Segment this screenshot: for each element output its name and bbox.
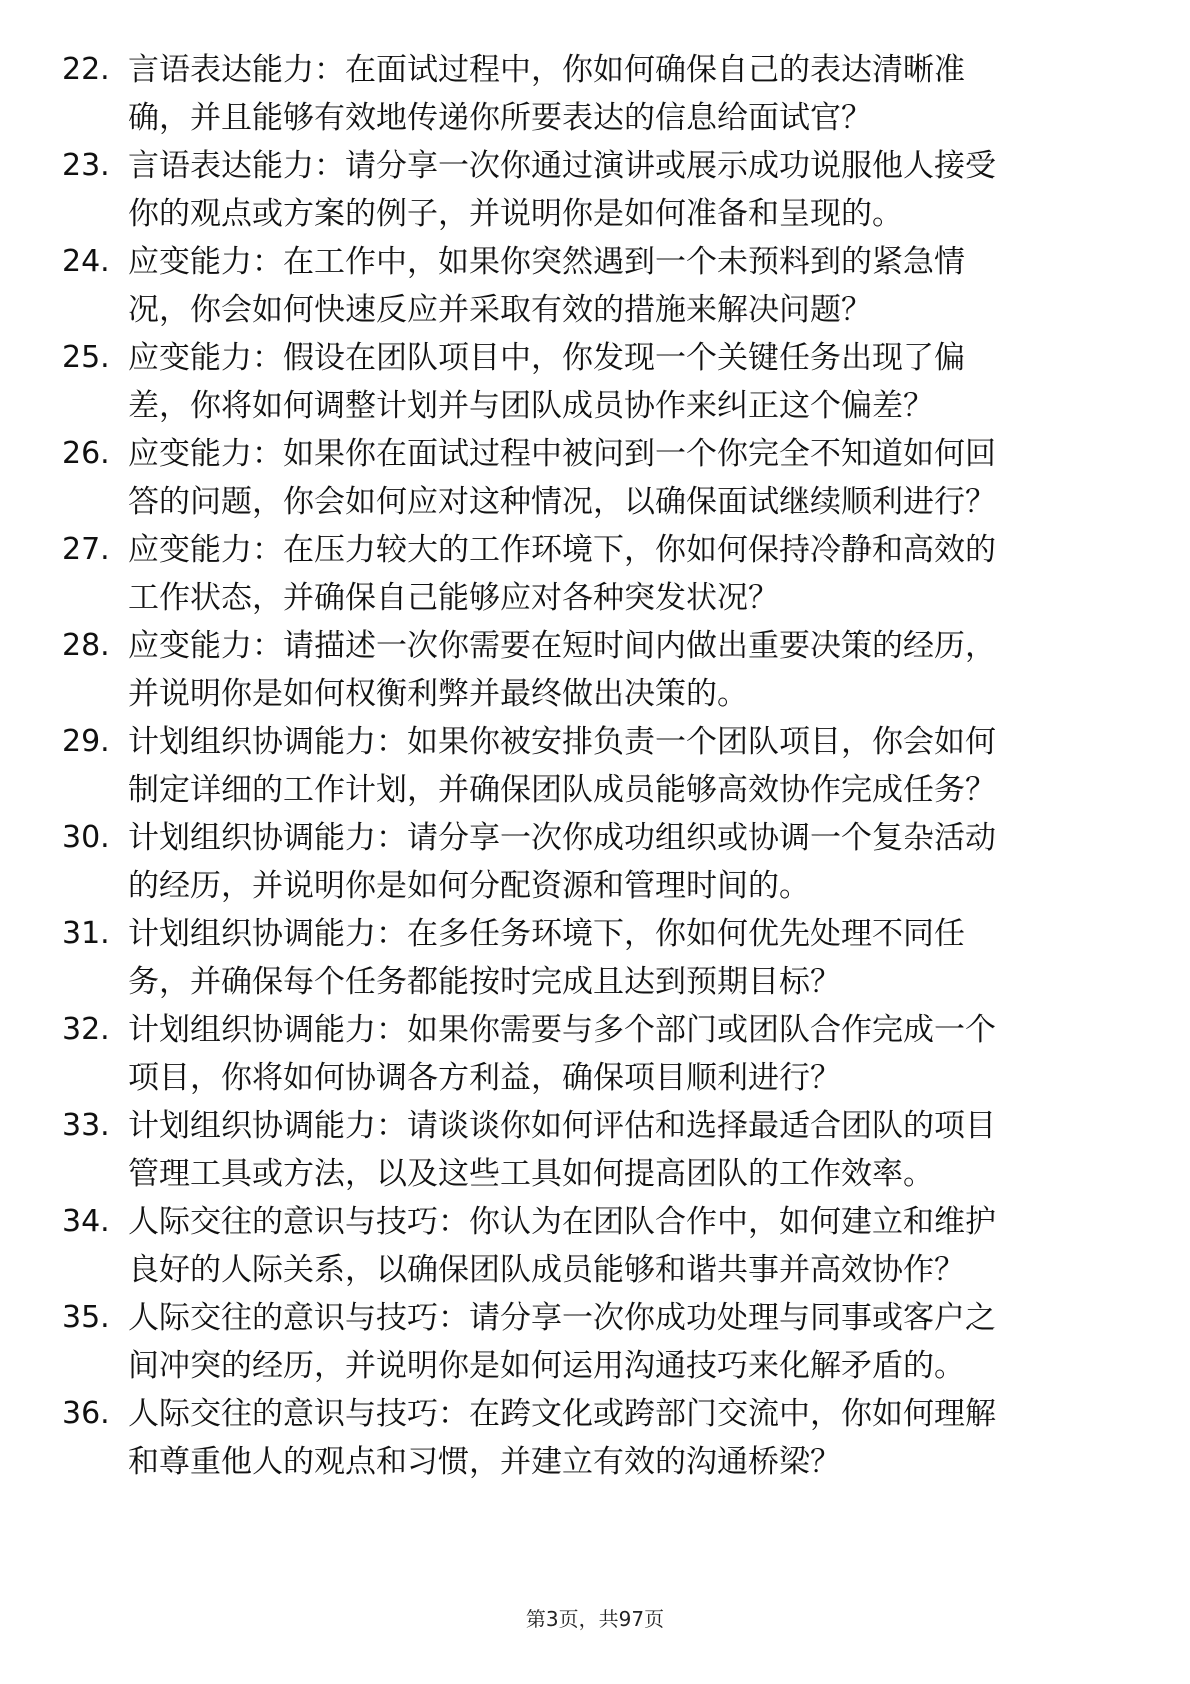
question-line: 务，并确保每个任务都能按时完成且达到预期目标？ bbox=[128, 964, 841, 1000]
question-number: 26. bbox=[62, 436, 110, 471]
question-line: 间冲突的经历，并说明你是如何运用沟通技巧来化解矛盾的。 bbox=[128, 1348, 965, 1384]
question-item bbox=[0, 718, 1190, 814]
question-number: 24. bbox=[62, 244, 110, 279]
question-line: 计划组织协调能力：如果你被安排负责一个团队项目，你会如何 bbox=[128, 724, 996, 760]
question-item bbox=[0, 910, 1190, 1006]
question-line: 良好的人际关系，以确保团队成员能够和谐共事并高效协作？ bbox=[128, 1252, 965, 1288]
question-text bbox=[128, 910, 1118, 1006]
question-number: 35. bbox=[62, 1300, 110, 1335]
question-line: 人际交往的意识与技巧：在跨文化或跨部门交流中，你如何理解 bbox=[128, 1396, 996, 1432]
question-line: 人际交往的意识与技巧：请分享一次你成功处理与同事或客户之 bbox=[128, 1300, 996, 1336]
question-line: 确，并且能够有效地传递你所要表达的信息给面试官？ bbox=[128, 100, 872, 136]
question-item bbox=[0, 238, 1190, 334]
question-line: 项目，你将如何协调各方利益，确保项目顺利进行？ bbox=[128, 1060, 841, 1096]
question-line: 管理工具或方法，以及这些工具如何提高团队的工作效率。 bbox=[128, 1156, 934, 1192]
question-line: 计划组织协调能力：请谈谈你如何评估和选择最适合团队的项目 bbox=[128, 1108, 996, 1144]
question-line: 工作状态，并确保自己能够应对各种突发状况？ bbox=[128, 580, 779, 616]
question-item bbox=[0, 622, 1190, 718]
question-item bbox=[0, 526, 1190, 622]
question-number: 32. bbox=[62, 1012, 110, 1047]
question-text bbox=[128, 142, 1118, 238]
question-line: 制定详细的工作计划，并确保团队成员能够高效协作完成任务？ bbox=[128, 772, 996, 808]
question-text bbox=[128, 46, 1118, 142]
question-number: 29. bbox=[62, 724, 110, 759]
question-line: 应变能力：在压力较大的工作环境下，你如何保持冷静和高效的 bbox=[128, 532, 996, 568]
question-item bbox=[0, 1102, 1190, 1198]
question-text bbox=[128, 1006, 1118, 1102]
question-text bbox=[128, 718, 1118, 814]
question-number: 33. bbox=[62, 1108, 110, 1143]
question-text bbox=[128, 430, 1118, 526]
question-line: 计划组织协调能力：请分享一次你成功组织或协调一个复杂活动 bbox=[128, 820, 996, 856]
question-line: 计划组织协调能力：在多任务环境下，你如何优先处理不同任 bbox=[128, 916, 965, 952]
question-item bbox=[0, 46, 1190, 142]
question-line: 应变能力：请描述一次你需要在短时间内做出重要决策的经历， bbox=[128, 628, 996, 664]
question-text bbox=[128, 814, 1118, 910]
question-number: 27. bbox=[62, 532, 110, 567]
question-line: 言语表达能力：请分享一次你通过演讲或展示成功说服他人接受 bbox=[128, 148, 996, 184]
question-item bbox=[0, 1390, 1190, 1486]
question-item bbox=[0, 814, 1190, 910]
question-number: 23. bbox=[62, 148, 110, 183]
question-line: 况，你会如何快速反应并采取有效的措施来解决问题？ bbox=[128, 292, 872, 328]
question-line: 答的问题，你会如何应对这种情况，以确保面试继续顺利进行？ bbox=[128, 484, 996, 520]
question-item bbox=[0, 142, 1190, 238]
question-number: 30. bbox=[62, 820, 110, 855]
question-text bbox=[128, 1198, 1118, 1294]
question-text bbox=[128, 622, 1118, 718]
question-text bbox=[128, 238, 1118, 334]
question-line: 应变能力：如果你在面试过程中被问到一个你完全不知道如何回 bbox=[128, 436, 996, 472]
question-line: 你的观点或方案的例子，并说明你是如何准备和呈现的。 bbox=[128, 196, 903, 232]
question-text bbox=[128, 1294, 1118, 1390]
question-number: 25. bbox=[62, 340, 110, 375]
question-line: 差，你将如何调整计划并与团队成员协作来纠正这个偏差？ bbox=[128, 388, 934, 424]
question-line: 言语表达能力：在面试过程中，你如何确保自己的表达清晰准 bbox=[128, 52, 965, 88]
question-item bbox=[0, 1294, 1190, 1390]
question-text bbox=[128, 526, 1118, 622]
question-number: 36. bbox=[62, 1396, 110, 1431]
question-item bbox=[0, 334, 1190, 430]
page-indicator: 第3页，共97页 bbox=[525, 1607, 665, 1631]
question-line: 计划组织协调能力：如果你需要与多个部门或团队合作完成一个 bbox=[128, 1012, 996, 1048]
question-line: 的经历，并说明你是如何分配资源和管理时间的。 bbox=[128, 868, 810, 904]
question-line: 应变能力：假设在团队项目中，你发现一个关键任务出现了偏 bbox=[128, 340, 965, 376]
question-number: 31. bbox=[62, 916, 110, 951]
question-line: 应变能力：在工作中，如果你突然遇到一个未预料到的紧急情 bbox=[128, 244, 965, 280]
question-line: 并说明你是如何权衡利弊并最终做出决策的。 bbox=[128, 676, 748, 712]
question-text bbox=[128, 1102, 1118, 1198]
question-text bbox=[128, 334, 1118, 430]
question-item bbox=[0, 1198, 1190, 1294]
question-number: 34. bbox=[62, 1204, 110, 1239]
question-item bbox=[0, 1006, 1190, 1102]
question-number: 28. bbox=[62, 628, 110, 663]
question-number: 22. bbox=[62, 52, 110, 87]
question-line: 人际交往的意识与技巧：你认为在团队合作中，如何建立和维护 bbox=[128, 1204, 996, 1240]
question-item bbox=[0, 430, 1190, 526]
question-line: 和尊重他人的观点和习惯，并建立有效的沟通桥梁？ bbox=[128, 1444, 841, 1480]
question-text bbox=[128, 1390, 1118, 1486]
